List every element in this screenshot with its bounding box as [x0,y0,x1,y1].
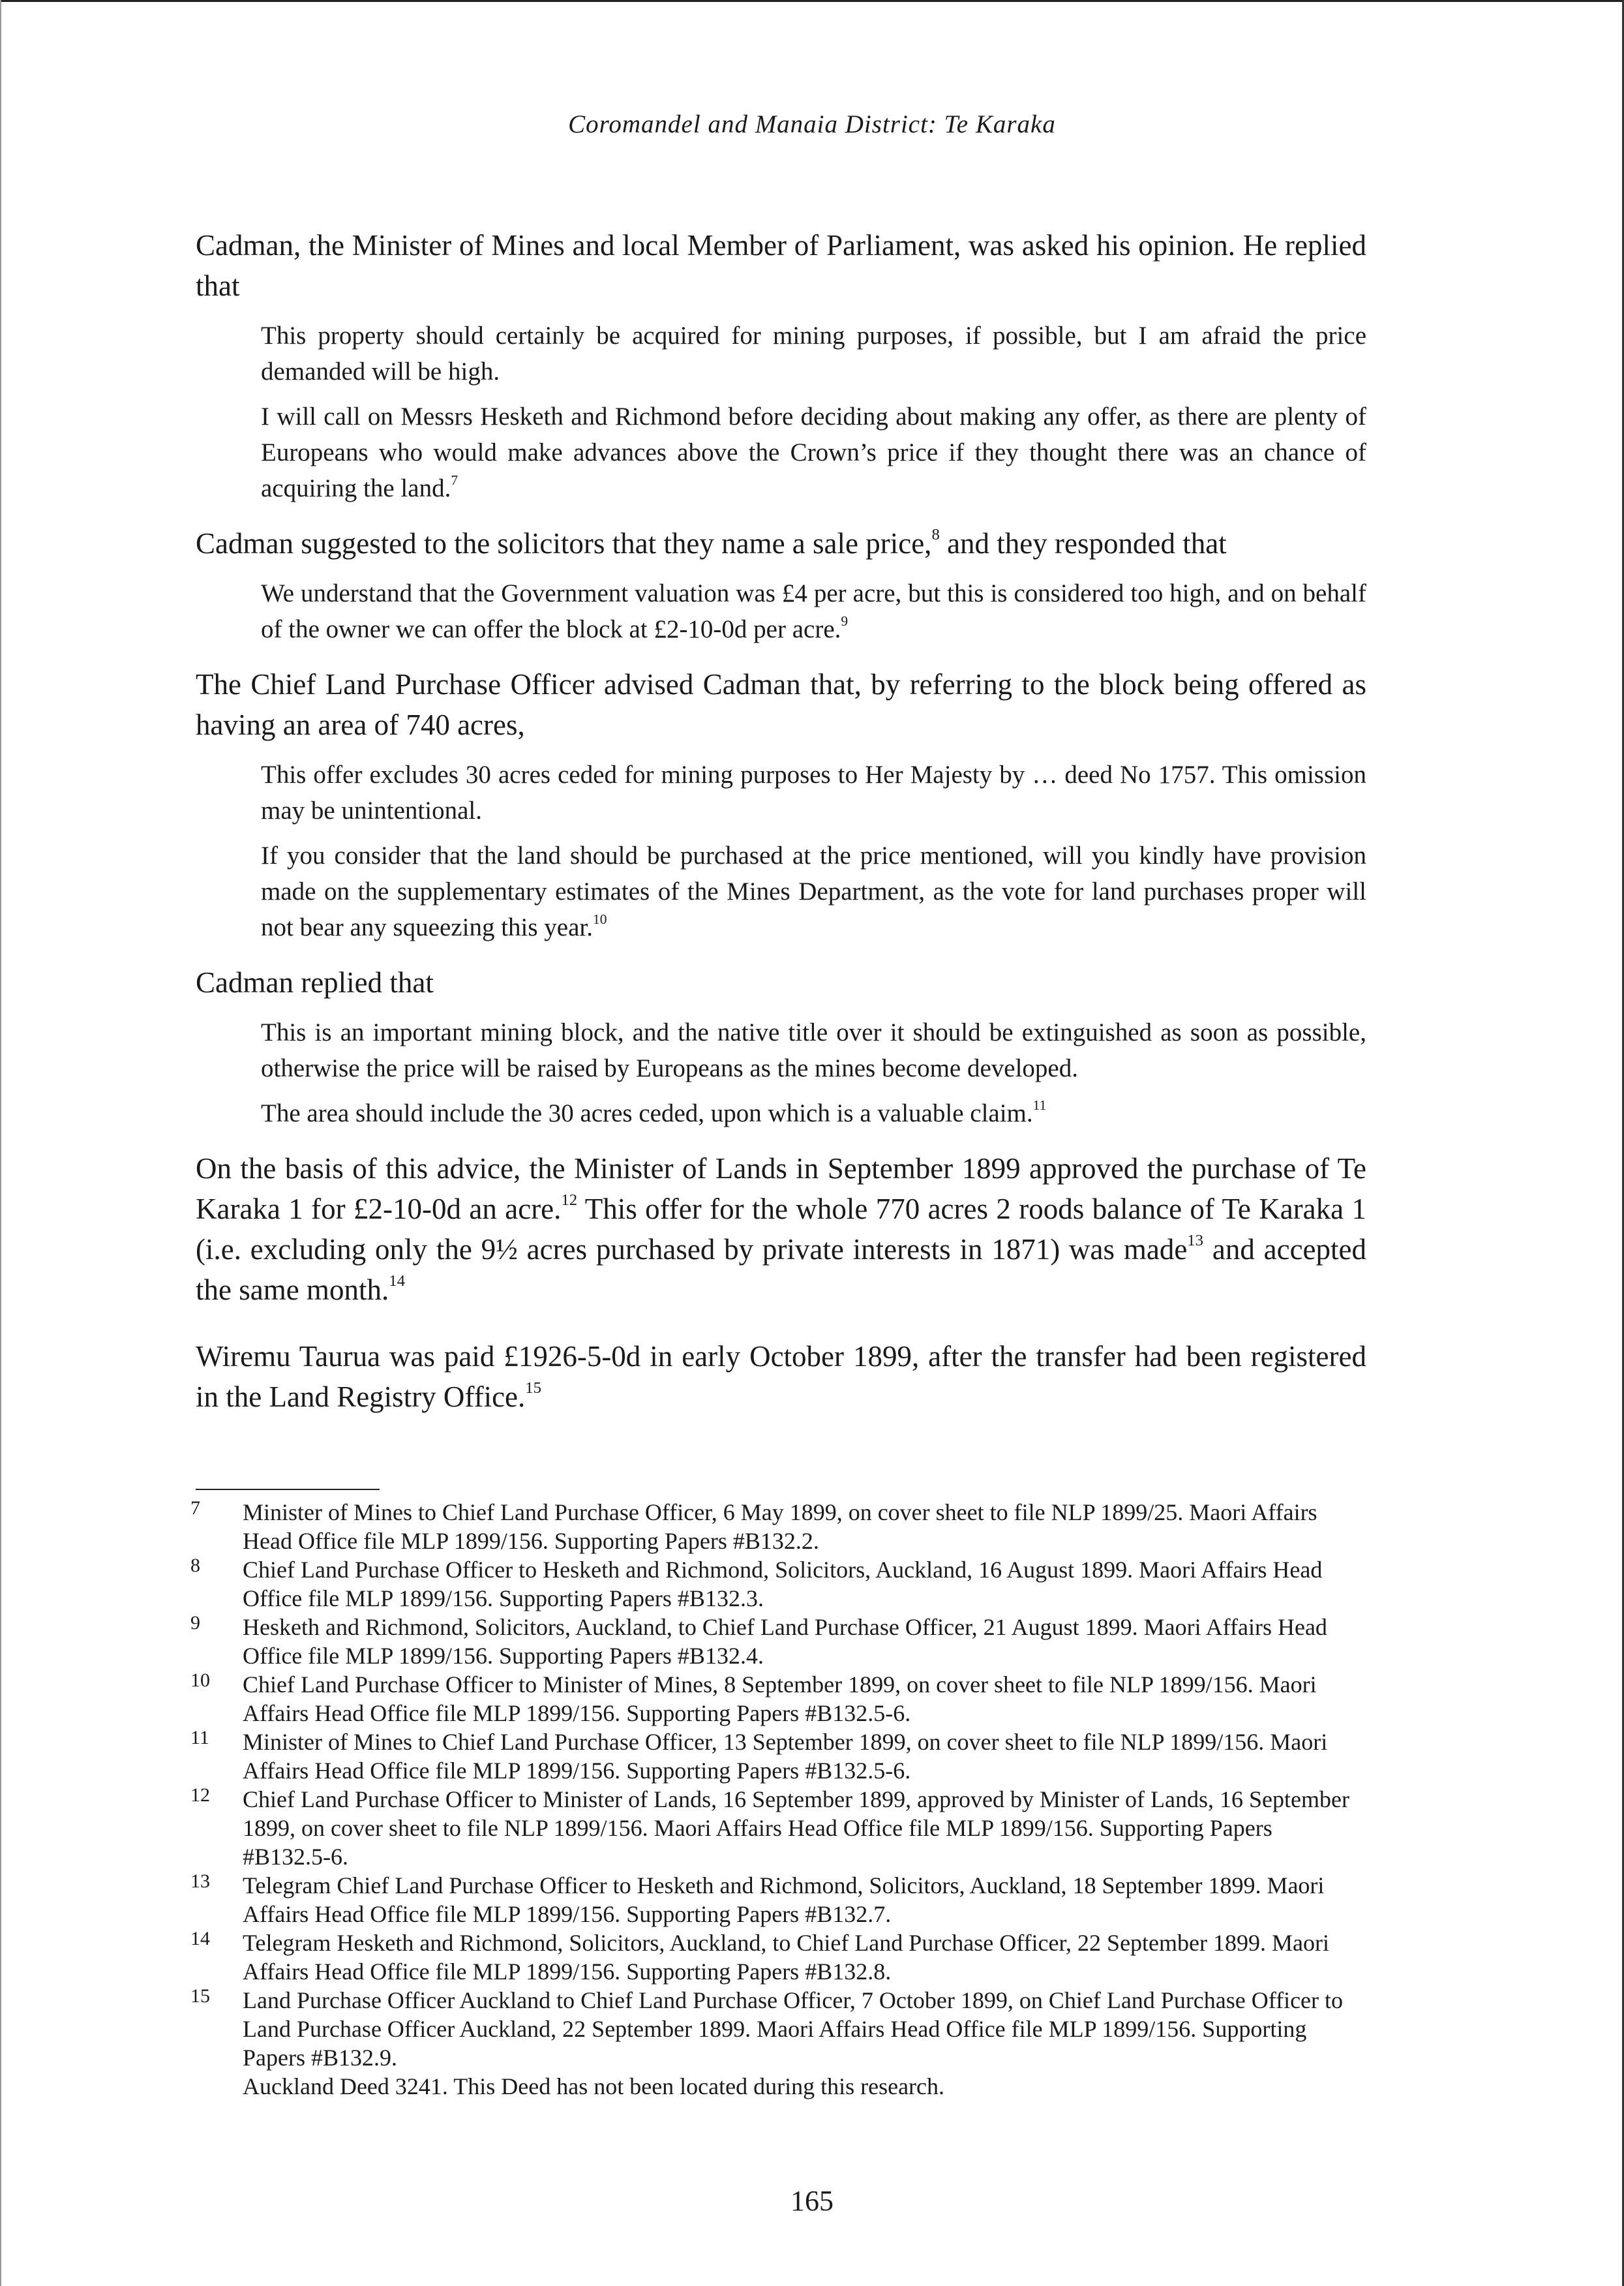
paragraph-2-text: Cadman suggested to the solicitors that they name a sale price, [196,527,932,560]
footnote-text: Chief Land Purchase Officer to Minister of Lands, 16 September 1899, approved by Minister of Lands, 16 September 1899, on cover sheet to file NLP 1899/156. Maori Affairs Head Office file MLP 1899/156. Supporting Papers #B132.5-6. [243,1786,1349,1870]
scan-left-edge [0,0,1,2286]
footnote-10 [190,1670,1364,1728]
footnote-14 [190,1928,1364,1986]
paragraph-1 [196,225,1366,306]
footnote-9 [190,1613,1364,1670]
footnote-13 [190,1871,1364,1928]
page-number: 165 [790,2185,834,2217]
footnote-15 [190,1986,1364,2072]
paragraph-5c: and accepted the same month. [196,1233,1367,1306]
quote-3a: This offer excludes 30 acres ceded for mining purposes to Her Majesty by … deed No 1757. This omission may be unintentional. [261,761,1366,825]
block-quote-1 [261,318,1366,506]
footnote-text: Telegram Chief Land Purchase Officer to Hesketh and Richmond, Solicitors, Auckland, 18 September 1899. Maori Affairs Head Office file MLP 1899/156. Supporting Papers #B132.7. [243,1872,1325,1927]
quote-1b [261,399,1366,506]
footnote-7 [190,1498,1364,1555]
paragraph-5a: On the basis of this advice, the Minister of Lands in September 1899 approved the purchase of Te Karaka 1 for £2-10-0d an acre. [196,1152,1366,1225]
paragraph-1-text: Cadman, the Minister of Mines and local Member of Parliament, was asked his opinion. He replied that [196,229,1366,302]
footnote-ref: 7 [451,472,459,488]
quote-2-text: We understand that the Government valuation was £4 per acre, but this is considered too high, and on behalf of the owner we can offer the block at £2-10-0d per acre. [261,579,1366,643]
footnote-separator [196,1489,380,1490]
quote-2 [261,575,1366,647]
main-text [196,225,1366,1429]
footnote-15-continuation: Auckland Deed 3241. This Deed has not been located during this research. [243,2073,945,2099]
scan-top-edge [0,0,1624,2]
footnote-ref: 12 [561,1191,578,1209]
footnote-number: 8 [190,1555,200,1576]
quote-4b-text: The area should include the 30 acres ceded, upon which is a valuable claim. [261,1099,1033,1127]
block-quote-4 [261,1014,1366,1131]
footnote-text: Chief Land Purchase Officer to Minister of Mines, 8 September 1899, on cover sheet to file NLP 1899/156. Maori Affairs Head Office file MLP 1899/156. Supporting Papers #B132.5-6. [243,1671,1317,1726]
paragraph-6-text: Wiremu Taurua was paid £1926-5-0d in early October 1899, after the transfer had been registered in the Land Registry Office. [196,1340,1366,1413]
paragraph-6 [196,1336,1366,1417]
quote-4b [261,1095,1366,1131]
footnote-ref: 9 [841,613,849,629]
footnote-text: Chief Land Purchase Officer to Hesketh and Richmond, Solicitors, Auckland, 16 August 1899. Maori Affairs Head Office file MLP 1899/156. Supporting Papers #B132.3. [243,1557,1323,1611]
footnote-ref: 15 [525,1379,542,1397]
footnote-ref: 10 [593,911,607,927]
paragraph-2 [196,523,1366,564]
block-quote-2 [261,575,1366,647]
footnote-number: 14 [190,1928,210,1949]
footnote-number: 12 [190,1784,210,1806]
block-quote-3 [261,757,1366,945]
footnote-ref: 8 [931,525,940,543]
footnote-text: Telegram Hesketh and Richmond, Solicitors, Auckland, to Chief Land Purchase Officer, 22 September 1899. Maori Affairs Head Office file MLP 1899/156. Supporting Papers #B132.8. [243,1930,1329,1985]
quote-1b-text: I will call on Messrs Hesketh and Richmond before deciding about making any offer, as there are plenty of Europeans who would make advances above the Crown’s price if they thought there was an chance of acquiring the land. [261,403,1366,502]
paragraph-5 [196,1148,1366,1310]
footnote-ref: 13 [1187,1231,1204,1249]
footnote-ref: 14 [389,1272,405,1290]
footnote-text: Minister of Mines to Chief Land Purchase Officer, 6 May 1899, on cover sheet to file NLP 1899/25. Maori Affairs Head Office file MLP 1899/156. Supporting Papers #B132.2. [243,1499,1317,1554]
footnote-text: Minister of Mines to Chief Land Purchase Officer, 13 September 1899, on cover sheet to file NLP 1899/156. Maori Affairs Head Office file MLP 1899/156. Supporting Papers #B132.5-6. [243,1729,1328,1784]
quote-1a: This property should certainly be acquired for mining purposes, if possible, but I am afraid the price demanded will be high. [261,322,1366,386]
footnote-number: 9 [190,1612,200,1634]
quote-4a: This is an important mining block, and the native title over it should be extinguished as soon as possible, otherwise the price will be raised by Europeans as the mines become developed. [261,1018,1366,1082]
paragraph-5b: This offer for the whole 770 acres 2 roods balance of Te Karaka 1 (i.e. excluding only the 9½ acres purchased by private interests in 1871) was made [196,1193,1366,1266]
footnote-number: 15 [190,1985,210,2007]
paragraph-3: The Chief Land Purchase Officer advised Cadman that, by referring to the block being offered as having an area of 740 acres, [196,668,1366,741]
paragraph-2-tail: and they responded that [939,527,1227,560]
footnote-11 [190,1728,1364,1785]
paragraph-4: Cadman replied that [196,966,434,999]
footnote-number: 10 [190,1669,210,1691]
running-header: Coromandel and Manaia District: Te Karaka [568,110,1056,138]
footnote-text: Land Purchase Officer Auckland to Chief Land Purchase Officer, 7 October 1899, on Chief Land Purchase Officer to Land Purchase Officer Auckland, 22 September 1899. Maori Affairs Head Office file MLP 1899/156. Supporting Papers #B132.9. [243,1987,1344,2071]
footnote-number: 7 [190,1497,200,1519]
quote-3b-text: If you consider that the land should be purchased at the price mentioned, will you kindly have provision made on the supplementary estimates of the Mines Department, as the vote for land purchases proper will not bear any squeezing this year. [261,842,1366,941]
footnote-8 [190,1555,1364,1613]
footnote-number: 13 [190,1870,210,1892]
footnotes [190,1498,1364,2101]
footnote-text: Hesketh and Richmond, Solicitors, Auckland, to Chief Land Purchase Officer, 21 August 1899. Maori Affairs Head Office file MLP 1899/156. Supporting Papers #B132.4. [243,1614,1327,1669]
footnote-number: 11 [190,1727,209,1748]
footnote-ref: 11 [1032,1097,1047,1113]
footnote-12 [190,1785,1364,1871]
quote-3b [261,838,1366,945]
